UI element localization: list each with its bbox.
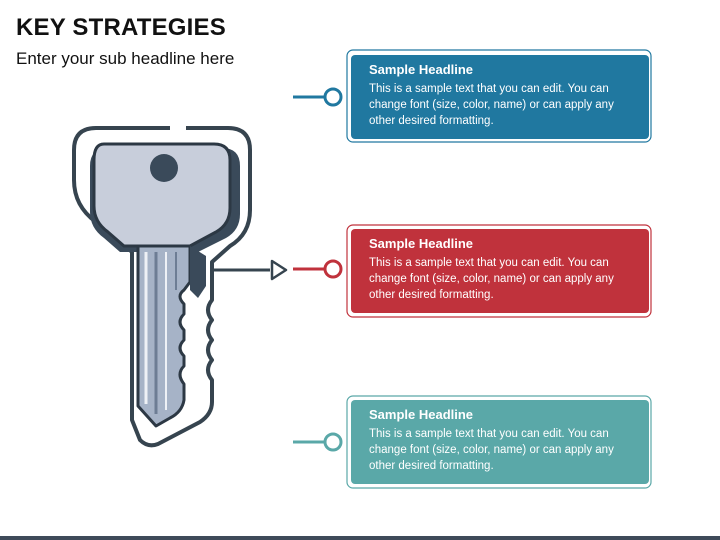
strategy-headline: Sample Headline <box>369 236 474 251</box>
strategy-headline: Sample Headline <box>369 62 474 77</box>
strategy-body: This is a sample text that you can edit. You can change font (size, color, name) or can apply any other desired formatting. <box>369 257 614 301</box>
strategy-headline: Sample Headline <box>369 407 474 422</box>
strategy-body: This is a sample text that you can edit. You can change font (size, color, name) or can apply any other desired formatting. <box>369 83 614 127</box>
page-title: KEY STRATEGIES <box>16 14 226 41</box>
strategy-card-2 <box>351 229 649 313</box>
strategy-body: This is a sample text that you can edit. You can change font (size, color, name) or can apply any other desired formatting. <box>369 428 614 472</box>
strategy-card-1 <box>351 55 649 139</box>
bottom-bar <box>0 536 720 540</box>
page-subtitle: Enter your sub headline here <box>16 49 235 68</box>
strategy-card-3 <box>351 400 649 484</box>
arrow-right-icon <box>272 261 286 279</box>
key-icon <box>74 122 250 445</box>
